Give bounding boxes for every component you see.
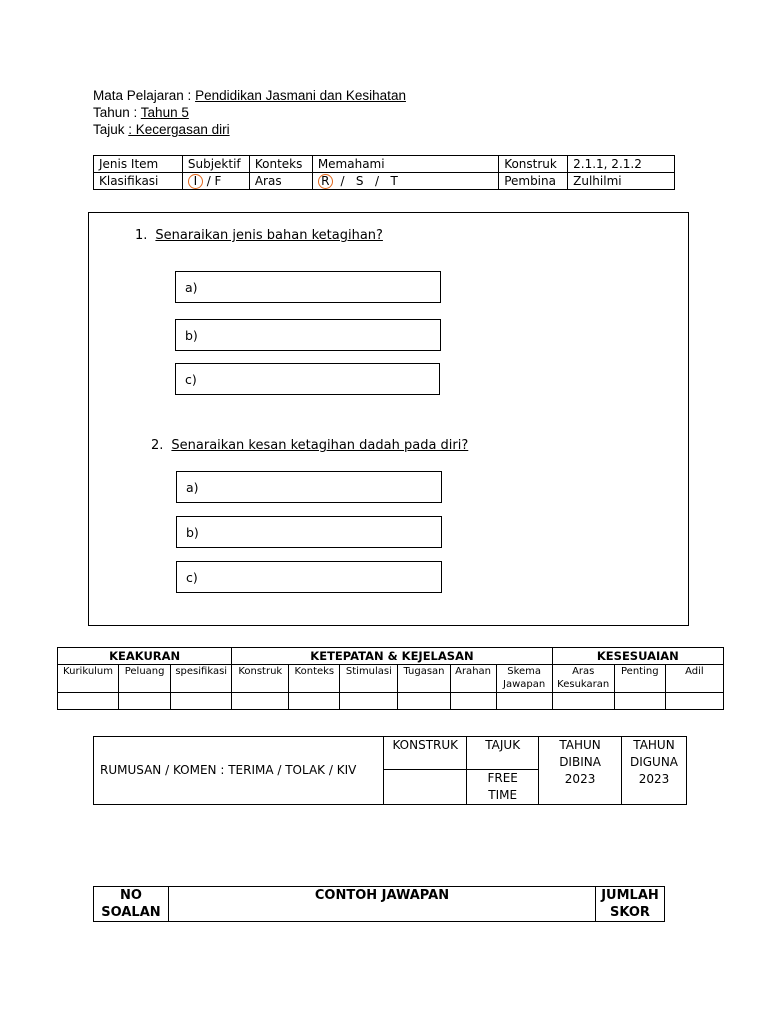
rubric-score-cell[interactable] <box>398 693 450 710</box>
tajuk-header: TAJUK <box>467 737 539 770</box>
aras-selected-circle: R <box>318 174 333 189</box>
rubric-score-cell[interactable] <box>171 693 232 710</box>
rubric-group-row <box>58 648 724 665</box>
review-bottom-border <box>94 805 687 806</box>
subject-label: Mata Pelajaran : <box>93 88 196 103</box>
answer-2b-label: b) <box>186 524 199 540</box>
rubric-score-cell[interactable] <box>665 693 723 710</box>
year-line <box>93 104 406 121</box>
tahun-dibina-label: TAHUN DIBINA <box>559 738 601 769</box>
document-header <box>93 87 406 138</box>
tahun-diguna-value: 2023 <box>638 772 670 786</box>
rubric-score-cell[interactable] <box>450 693 496 710</box>
rubric-score-cell[interactable] <box>496 693 552 710</box>
rubric-score-cell[interactable] <box>552 693 614 710</box>
rubric-score-cell[interactable] <box>614 693 665 710</box>
rubric-sub-aras-kesukaran: Aras Kesukaran <box>552 665 614 693</box>
tahun-dibina-value: 2023 <box>564 772 596 786</box>
review-bottom-line <box>94 805 687 806</box>
konstruk-header: KONSTRUK <box>384 737 467 770</box>
rubric-sub-stimulasi: Stimulasi <box>340 665 398 693</box>
pembina-value: Zulhilmi <box>568 173 675 190</box>
pembina-label: Pembina <box>499 173 568 190</box>
answer-1c-label: c) <box>185 371 197 387</box>
klasifikasi-selected-circle: I <box>188 174 203 189</box>
rubric-sub-row <box>58 665 724 693</box>
contoh-jawapan-header: CONTOH JAWAPAN <box>168 887 595 922</box>
rubric-sub-konteks: Konteks <box>289 665 340 693</box>
tahun-dibina-header <box>539 737 622 805</box>
rubric-score-cell[interactable] <box>340 693 398 710</box>
aras-rest: / S / T <box>332 173 398 188</box>
rubric-score-cell[interactable] <box>289 693 340 710</box>
answer-header-row <box>94 887 665 922</box>
konstruk-value: 2.1.1, 2.1.2 <box>568 156 675 173</box>
year-label: Tahun : <box>93 105 141 120</box>
meta-row-1 <box>94 156 675 173</box>
rubric-score-row <box>58 693 724 710</box>
subject-line <box>93 87 406 104</box>
rubric-sub-kurikulum: Kurikulum <box>58 665 119 693</box>
tajuk-value <box>467 770 539 805</box>
jenis-item-value: Subjektif <box>182 156 249 173</box>
aras-options <box>312 173 498 190</box>
answer-1b-label: b) <box>185 327 198 343</box>
rubric-score-cell[interactable] <box>119 693 171 710</box>
konstruk-label: Konstruk <box>499 156 568 173</box>
no-soalan-label: NO SOALAN <box>101 888 161 920</box>
jumlah-skor-label: JUMLAH SKOR <box>601 888 659 920</box>
klasifikasi-options <box>182 173 249 190</box>
rumusan-komen: RUMUSAN / KOMEN : TERIMA / TOLAK / KIV <box>94 737 384 805</box>
question-1 <box>135 228 383 243</box>
rubric-group-ketepatan: KETEPATAN & KEJELASAN <box>232 648 552 665</box>
rubric-sub-arahan: Arahan <box>450 665 496 693</box>
question-2 <box>151 438 468 453</box>
answer-2c-field[interactable] <box>176 561 442 593</box>
review-table <box>93 736 687 805</box>
review-header-row <box>94 737 687 770</box>
answer-2c-label: c) <box>186 569 198 585</box>
answer-1a-label: a) <box>185 279 198 295</box>
rubric-sub-spesifikasi: spesifikasi <box>171 665 232 693</box>
answer-table <box>93 886 665 922</box>
answer-2b-field[interactable] <box>176 516 442 548</box>
aras-label: Aras <box>249 173 312 190</box>
subject-value: Pendidikan Jasmani dan Kesihatan <box>195 88 406 103</box>
answer-2a-label: a) <box>186 479 199 495</box>
konteks-value: Memahami <box>312 156 498 173</box>
konstruk-value[interactable] <box>384 770 467 805</box>
answer-1a-field[interactable] <box>175 271 441 303</box>
jenis-item-label: Jenis Item <box>94 156 183 173</box>
rubric-sub-adil: Adil <box>665 665 723 693</box>
tahun-diguna-header <box>622 737 687 805</box>
topic-label: Tajuk <box>93 122 129 137</box>
rubric-sub-skema-jawapan: Skema Jawapan <box>496 665 552 693</box>
klasifikasi-rest: / F <box>202 173 222 188</box>
year-value: Tahun 5 <box>140 105 189 120</box>
rubric-table <box>57 647 724 710</box>
rubric-sub-konstruk: Konstruk <box>232 665 289 693</box>
topic-line <box>93 121 406 138</box>
rubric-sub-penting: Penting <box>614 665 665 693</box>
meta-row-2 <box>94 173 675 190</box>
tajuk-value-text: FREE TIME <box>487 771 518 802</box>
rubric-group-kesesuaian: KESESUAIAN <box>552 648 723 665</box>
question-2-number: 2. <box>151 438 164 453</box>
jumlah-skor-header <box>596 887 665 922</box>
topic-value: : Kecergasan diri <box>128 122 230 137</box>
no-soalan-header <box>94 887 169 922</box>
item-meta-table <box>93 155 675 190</box>
question-1-text: Senaraikan jenis bahan ketagihan? <box>155 228 383 243</box>
klasifikasi-label: Klasifikasi <box>94 173 183 190</box>
rubric-sub-tugasan: Tugasan <box>398 665 450 693</box>
rubric-group-keakuran: KEAKURAN <box>58 648 232 665</box>
answer-1b-field[interactable] <box>175 319 441 351</box>
konteks-label: Konteks <box>249 156 312 173</box>
question-1-number: 1. <box>135 228 148 243</box>
rubric-score-cell[interactable] <box>58 693 119 710</box>
rubric-score-cell[interactable] <box>232 693 289 710</box>
question-2-text: Senaraikan kesan ketagihan dadah pada diri? <box>171 438 469 453</box>
rubric-sub-peluang: Peluang <box>119 665 171 693</box>
tahun-diguna-label: TAHUN DIGUNA <box>629 738 679 769</box>
answer-1c-field[interactable] <box>175 363 440 395</box>
answer-2a-field[interactable] <box>176 471 442 503</box>
